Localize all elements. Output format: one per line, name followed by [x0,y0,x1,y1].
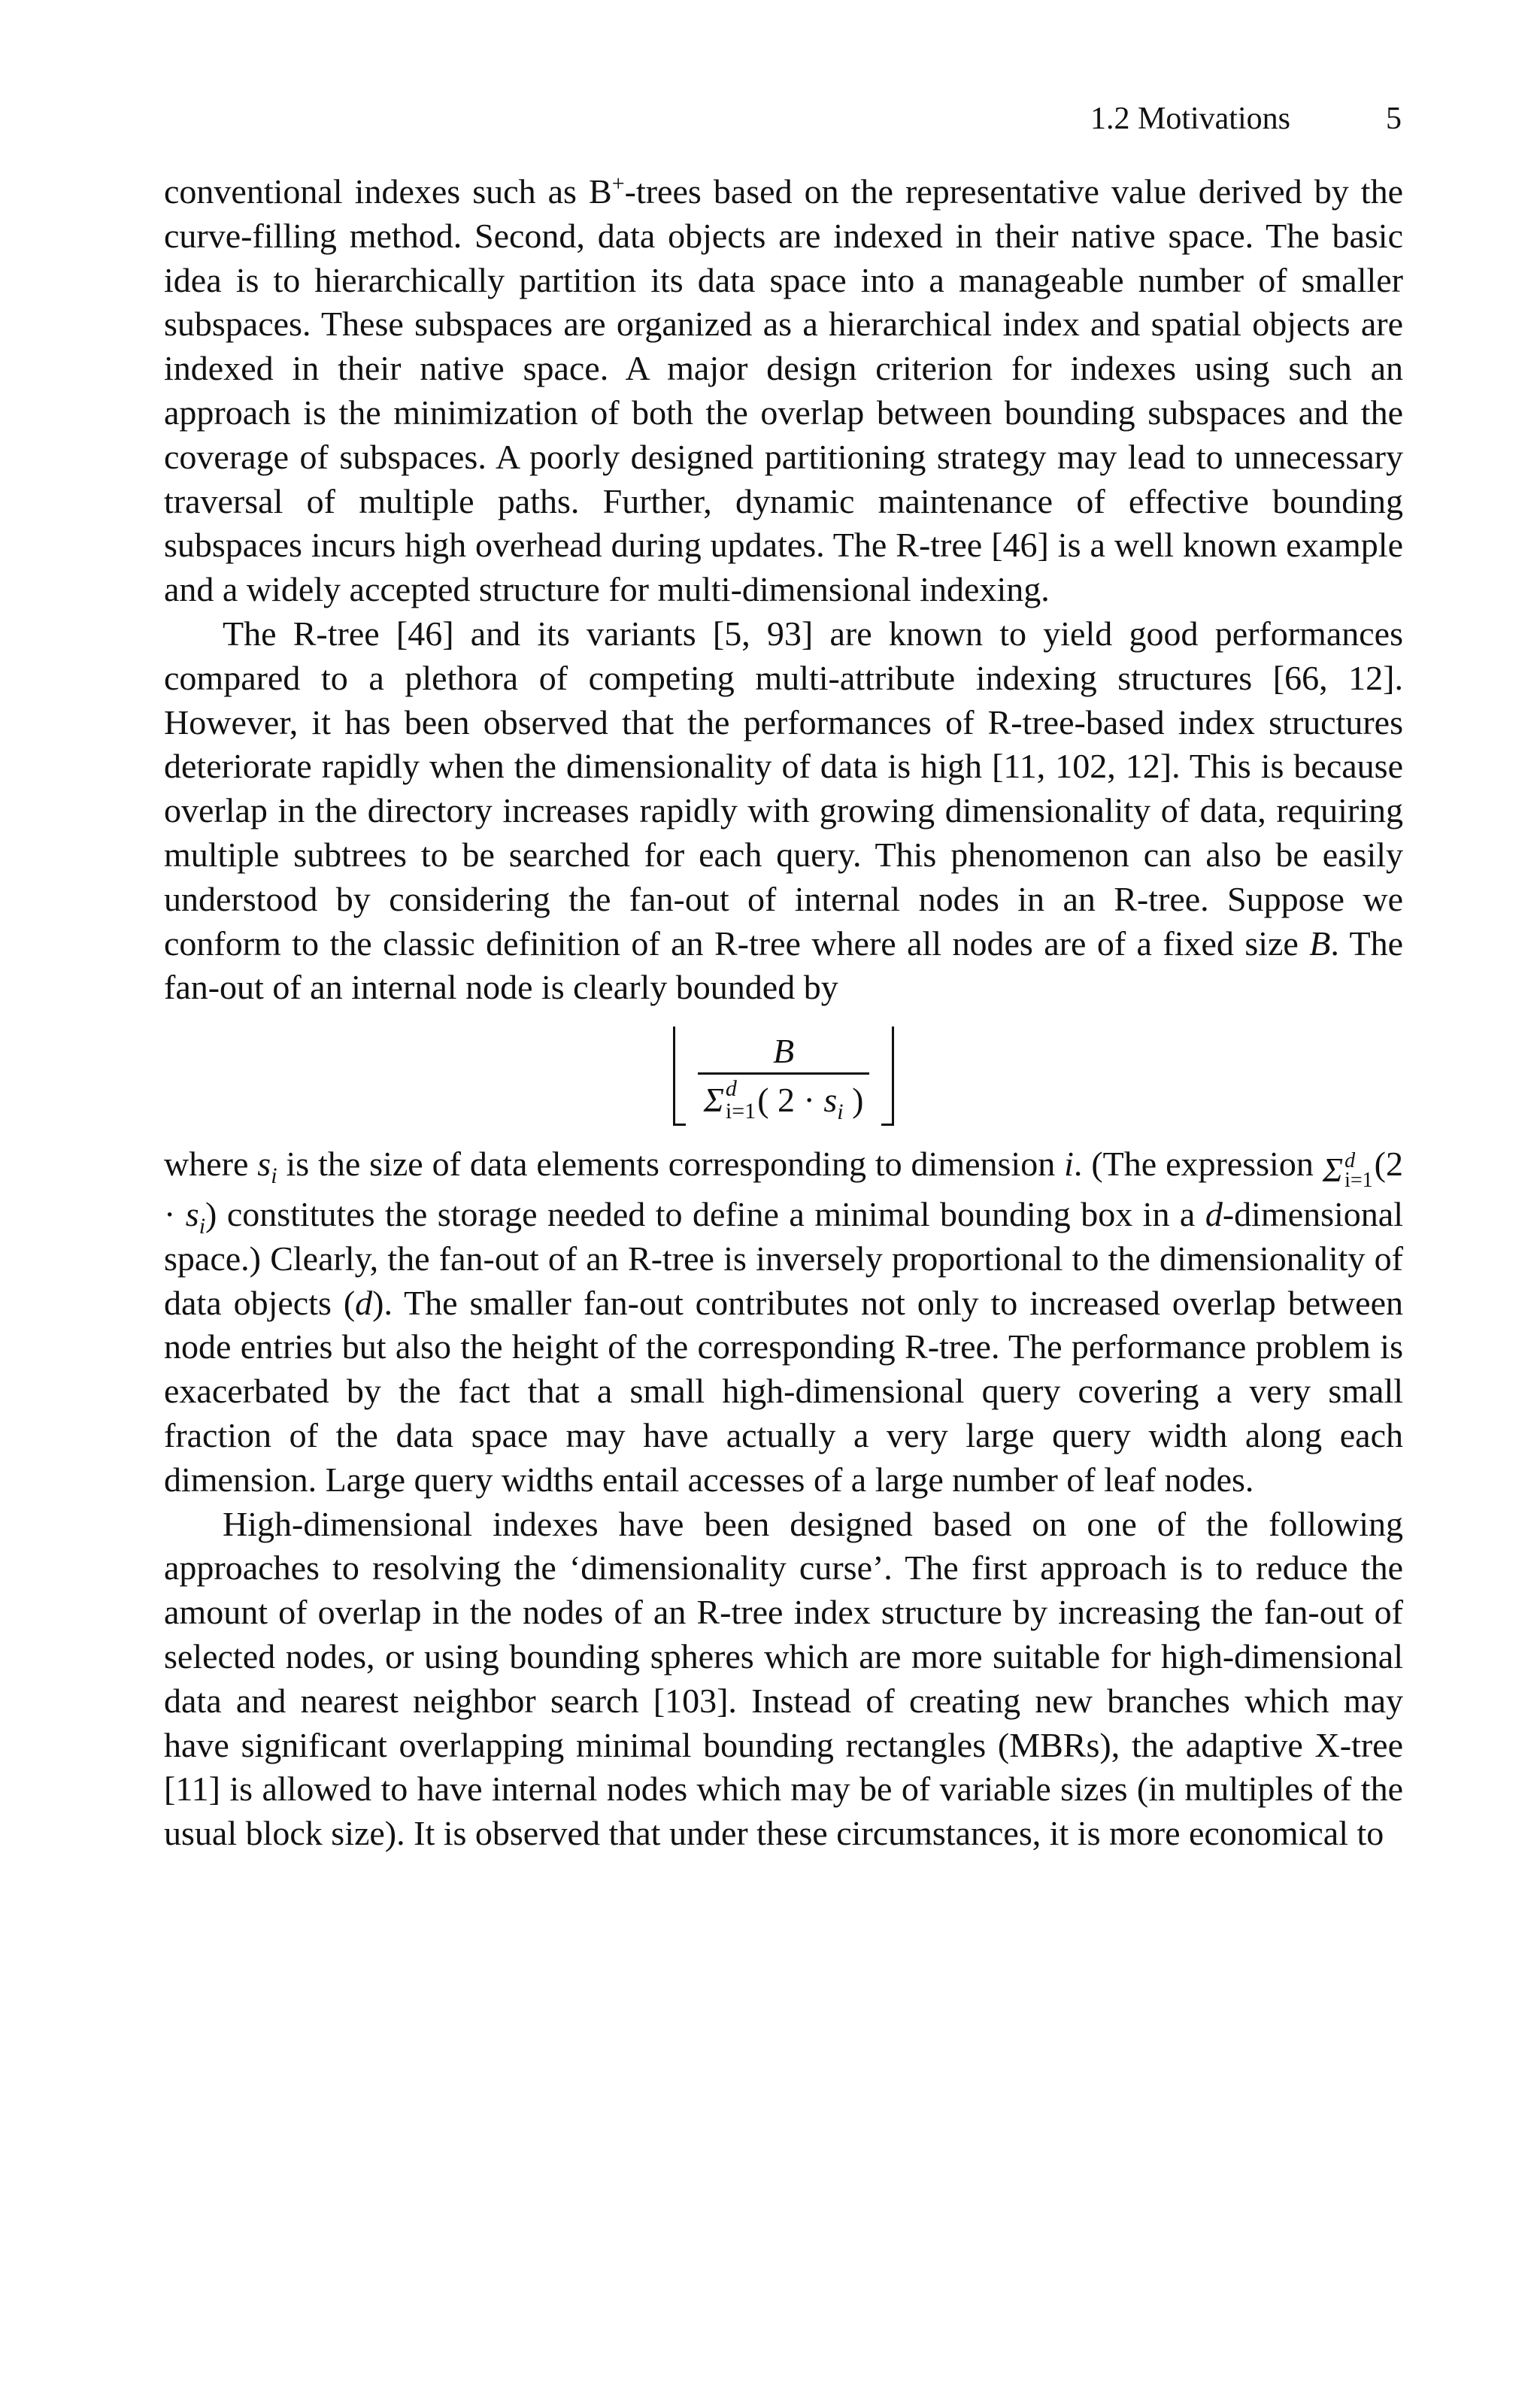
section-title: 1.2 Motivations [1090,102,1290,136]
sum-upper-limit: d [725,1075,737,1101]
floor-right-bracket [881,1027,894,1126]
paragraph-1-text-a: conventional indexes such as B [164,172,612,211]
paragraph-4-text: High-dimensional indexes have been designed based on one of the following approaches to resolving the ‘dimensionality curse’. The first approach is to reduce the amount of overlap in the nodes of an R-tree index structure by increasing the fan-out of selected nodes, or using bounding spheres which are more suitable for high-dimensional data and nearest neighbor search [103]. Instead of creating new branches which may have significant overlapping minimal bounding rectangles (MBRs), the adaptive X-tree [11] is allowed to have internal nodes which may be of variable sizes (in multiples of the usual block size). It is observed that under these circumstances, it is more economical to [164,1504,1403,1853]
variable-d: d [1205,1194,1223,1233]
paragraph-3 [164,1142,1403,1502]
variable-b: B [1309,923,1331,963]
paragraph-3-text-f: ). The smaller fan-out contributes not only to increased overlap between node entries but also the height of the corresponding R-tree. The performance problem is exacerbated by the fact that a small high-dimensional query covering a very small fraction of the data space may have actually a very large query width along each dimension. Large query widths entail accesses of a large number of leaf nodes. [164,1283,1403,1499]
paragraph-3-text-e: -dimensional space.) Clearly, the fan-out of an R-tree is inversely proportional to the dimensionality of data objects ( [164,1194,1403,1322]
fraction-numerator: B [772,1031,795,1070]
variable-s: s [257,1145,271,1184]
denominator-subscript: i [837,1099,844,1124]
fraction [686,1027,882,1126]
inline-sum-upper: d [1344,1148,1356,1172]
paragraph-3-text-b: is the size of data elements corresponding to dimension [277,1145,1065,1184]
inline-expr-variable: s [185,1194,199,1233]
floor-expression [673,1027,895,1126]
variable-d-second: d [355,1283,373,1322]
inline-sum [1323,1148,1375,1193]
inline-expr-close: ) [205,1194,217,1233]
inline-expr-subscript: i [199,1214,206,1239]
variable-i: i [1064,1145,1074,1184]
paragraph-1 [164,170,1403,612]
body-text [164,170,1403,1856]
paragraph-3-text-a: where [164,1145,258,1184]
paragraph-2-text-b: . The fan-out of an internal node is clearly bounded by [164,923,1403,1007]
sum-lower-limit: i=1 [725,1098,756,1124]
inline-sum-limits [1344,1148,1373,1192]
sum-operator [703,1075,758,1124]
inline-sum-lower: i=1 [1344,1168,1373,1192]
sum-symbol: Σ [703,1080,724,1119]
display-formula [164,1010,1403,1142]
denominator-variable: s [823,1080,838,1119]
sum-limits [725,1075,756,1124]
running-head [164,96,1403,141]
paragraph-3-text-d: constitutes the storage needed to define a minimal bounding box in a [217,1194,1205,1233]
paragraph-2-text-a: The R-tree [46] and its variants [5, 93] are known to yield good performances compared to a plethora of competing multi-attribute indexing structures [66, 12]. However, it has been observed that the performances of R-tree-based index structures deteriorate rapidly when the dimensionality of data is high [11, 102, 12]. This is because overlap in the directory increases rapidly with growing dimensionality of data, requiring multiple subtrees to be searched for each query. This phenomenon can also be easily understood by considering the fan-out of internal nodes in an R-tree. Suppose we conform to the classic definition of an R-tree where all nodes are of a fixed size [164,614,1403,963]
inline-sum-symbol: Σ [1322,1151,1344,1190]
page-number: 5 [1386,102,1402,136]
fraction-denominator [698,1075,870,1123]
paragraph-2 [164,612,1403,1010]
inline-expr-open: (2 · [164,1145,1403,1233]
floor-left-bracket [673,1027,686,1126]
variable-s-subscript: i [271,1163,277,1189]
denominator-open: ( 2 · [757,1080,824,1119]
paragraph-1-text-b: -trees based on the representative value derived by the curve-filling method. Second, data objects are indexed in their native space. The basic idea is to hierarchically partition its data space into a manageable number of smaller subspaces. These subspaces are organized as a hierarchical index and spatial objects are indexed in their native space. A major design criterion for indexes using such an approach is the minimization of both the overlap between bounding subspaces and the coverage of subspaces. A poorly designed partitioning strategy may lead to unnecessary traversal of multiple paths. Further, dynamic maintenance of effective bounding subspaces incurs high overhead during updates. The R-tree [46] is a well known example and a widely accepted structure for multi-dimensional indexing. [164,172,1403,609]
paragraph-3-text-c: . (The expression [1073,1145,1323,1184]
paragraph-4 [164,1503,1403,1856]
superscript-plus: + [611,171,625,196]
denominator-close: ) [843,1080,864,1119]
